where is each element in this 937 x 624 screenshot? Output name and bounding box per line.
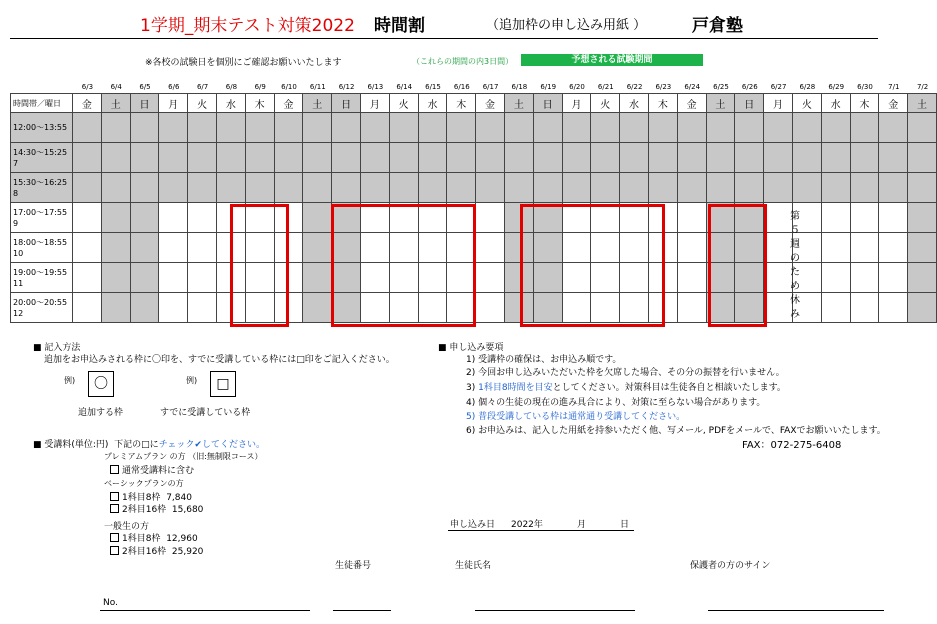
slot-cell[interactable] [879, 203, 908, 233]
slot-cell [101, 233, 130, 263]
slot-cell[interactable] [821, 293, 850, 323]
time-range: 20:00～20:55 [13, 297, 68, 307]
title-underline [10, 38, 878, 39]
slot-cell [677, 143, 706, 173]
date-label: 7/1 [888, 83, 900, 91]
slot-cell [303, 233, 332, 263]
slot-cell[interactable] [677, 293, 706, 323]
day-header: 日 [130, 94, 159, 113]
slot-cell [188, 143, 217, 173]
fees-heading-label: 受講料(単位:円) [44, 440, 109, 450]
day-header: 木 [648, 94, 677, 113]
slot-cell [620, 143, 649, 173]
slot-number: 9 [13, 218, 19, 228]
requirement-5-num: 5) [466, 412, 476, 422]
example2-label: 例) [186, 376, 198, 385]
time-range: 18:00～18:55 [13, 237, 68, 247]
date-label: 6/10 [281, 83, 297, 91]
date-label: 6/12 [338, 83, 355, 91]
requirement-3-blue: 1科目8時間を目安 [478, 383, 553, 393]
slot-cell [908, 173, 937, 203]
slot-cell [303, 263, 332, 293]
slot-cell [735, 113, 764, 143]
general-opt2-price: 25,920 [171, 547, 204, 557]
slot-cell [216, 113, 245, 143]
slot-cell [245, 113, 274, 143]
general-opt2-label: 2科目16枠 [122, 547, 167, 557]
requirement-3-rest: としてください。対策科目は生徒各自と相談いたします。 [552, 383, 786, 393]
day-header: 水 [418, 94, 447, 113]
date-label: 6/26 [741, 83, 758, 91]
slot-cell [101, 293, 130, 323]
slot-cell [101, 113, 130, 143]
requirement-4: 4) 個々の生徒の現在の進み具合により、対策に至らない場合があります。 [466, 398, 766, 408]
notice-text: ※各校の試験日を個別にご確認お願いいたします [145, 58, 342, 68]
student-number-field[interactable] [333, 610, 391, 611]
day-header: 日 [533, 94, 562, 113]
day-header: 火 [792, 94, 821, 113]
slot-cell [908, 113, 937, 143]
slot-cell [130, 263, 159, 293]
fees-instruction-blue: チェック✔してください。 [158, 440, 265, 450]
requirement-5 [466, 409, 685, 422]
date-label: 6/4 [110, 83, 122, 91]
slot-cell [216, 143, 245, 173]
slot-cell [245, 173, 274, 203]
slot-cell[interactable] [879, 233, 908, 263]
day-header: 土 [706, 94, 735, 113]
slot-cell [879, 143, 908, 173]
date-label: 6/29 [828, 83, 845, 91]
application-day: 日 [620, 520, 630, 530]
day-header: 金 [274, 94, 303, 113]
day-header: 月 [562, 94, 591, 113]
general-option-2[interactable] [110, 544, 203, 557]
slot-cell [130, 203, 159, 233]
slot-cell [591, 173, 620, 203]
day-header: 月 [360, 94, 389, 113]
slot-cell [418, 113, 447, 143]
slot-cell[interactable] [476, 233, 505, 263]
student-name-label: 生徒氏名 [455, 561, 492, 571]
example2-box: □ [210, 371, 236, 397]
entry-heading: ■ 記入方法 [33, 343, 81, 353]
day-header: 金 [476, 94, 505, 113]
basic-option-2[interactable] [110, 502, 203, 515]
slot-cell [533, 113, 562, 143]
date-label: 6/8 [225, 83, 238, 91]
exam-box-4 [708, 204, 767, 327]
slot-cell [764, 143, 793, 173]
general-opt1-label: 1科目8枠 [122, 534, 161, 544]
basic-opt2-price: 15,680 [171, 505, 204, 515]
slot-cell [850, 143, 879, 173]
example1-label: 例) [64, 376, 76, 385]
slot-cell[interactable] [476, 203, 505, 233]
slot-cell [735, 173, 764, 203]
slot-cell [389, 173, 418, 203]
slot-cell [101, 143, 130, 173]
slot-cell [764, 173, 793, 203]
day-header: 金 [73, 94, 102, 113]
slot-cell [504, 173, 533, 203]
date-label: 6/7 [196, 83, 209, 91]
date-label: 6/17 [482, 83, 499, 91]
slot-cell [130, 233, 159, 263]
slot-cell [447, 113, 476, 143]
fees-instruction: 下記の□に [114, 440, 159, 450]
slot-cell[interactable] [850, 203, 879, 233]
time-slot-label [11, 203, 73, 233]
period-note: （これらの期間の内3日間） [412, 57, 514, 66]
slot-cell [620, 113, 649, 143]
requirement-3-num: 3) [466, 383, 476, 393]
slot-cell [303, 173, 332, 203]
slot-cell [274, 173, 303, 203]
general-checkbox-2[interactable] [110, 546, 119, 555]
date-label: 6/9 [254, 83, 266, 91]
slot-cell [216, 173, 245, 203]
date-label: 6/14 [396, 83, 413, 91]
time-range: 19:00～19:55 [13, 267, 68, 277]
exam-box-1 [230, 204, 289, 327]
date-label: 6/3 [81, 83, 94, 91]
requirement-5-blue: 普段受講している枠は通常通り受講してください。 [478, 412, 686, 422]
date-label: 6/6 [168, 83, 180, 91]
date-label: 6/16 [453, 83, 470, 91]
slot-cell [101, 173, 130, 203]
requirement-2: 2) 今回お申し込みいただいた枠を欠席した場合、その分の振替を行いません。 [466, 368, 785, 378]
date-underline[interactable] [448, 530, 634, 531]
slot-cell [159, 143, 188, 173]
slot-number: 7 [13, 158, 19, 168]
example2-caption: すでに受講している枠 [160, 408, 251, 418]
fax-number: FAX：072-275-6408 [742, 440, 842, 451]
date-label: 6/15 [425, 83, 441, 91]
date-label: 6/22 [626, 83, 643, 91]
day-header: 土 [504, 94, 533, 113]
slot-number: 12 [13, 308, 24, 318]
slot-cell[interactable] [73, 263, 102, 293]
premium-option[interactable] [110, 463, 194, 476]
slot-cell[interactable] [73, 203, 102, 233]
slot-number: 8 [13, 188, 19, 198]
slot-cell [648, 173, 677, 203]
slot-cell [73, 173, 102, 203]
basic-opt2-label: 2科目16枠 [122, 505, 167, 515]
date-label: 6/28 [799, 83, 816, 91]
day-header: 木 [447, 94, 476, 113]
slot-number: 10 [13, 248, 24, 258]
slot-cell [447, 143, 476, 173]
slot-cell [562, 173, 591, 203]
exam-period-bar: 予想される試験期間 [521, 54, 703, 66]
slot-cell [879, 113, 908, 143]
slot-cell [476, 173, 505, 203]
row-header: 時間帯／曜日 [11, 94, 73, 113]
slot-cell[interactable] [821, 263, 850, 293]
time-slot-label [11, 293, 73, 323]
slot-cell[interactable] [850, 233, 879, 263]
day-header: 火 [591, 94, 620, 113]
fees-heading: ■ 受講料(単位:円) 下記の□にチェック✔してください。 [33, 440, 265, 450]
slot-cell [418, 143, 447, 173]
slot-cell[interactable] [159, 233, 188, 263]
slot-cell [303, 113, 332, 143]
time-range: 17:00～17:55 [13, 207, 68, 217]
slot-cell [360, 173, 389, 203]
slot-cell [562, 143, 591, 173]
slot-cell [792, 113, 821, 143]
slot-cell [130, 293, 159, 323]
title-sub: （追加枠の申し込み用紙 ） [486, 18, 647, 33]
requirement-6: 6) お申込みは、記入した用紙を持参いただく他、写メール, PDFをメールで、FAXでお願いいたします。 [466, 426, 886, 436]
slot-cell [677, 113, 706, 143]
slot-cell [73, 143, 102, 173]
slot-cell[interactable] [850, 293, 879, 323]
no-label: No. [103, 598, 118, 608]
slot-cell[interactable] [188, 293, 217, 323]
slot-cell [792, 173, 821, 203]
slot-cell [101, 263, 130, 293]
date-label: 6/18 [511, 83, 528, 91]
day-header: 水 [821, 94, 850, 113]
no-field[interactable] [100, 610, 310, 611]
day-header: 月 [159, 94, 188, 113]
requirements-heading: ■ 申し込み要項 [438, 343, 504, 353]
date-label: 6/19 [540, 83, 557, 91]
slot-cell [159, 113, 188, 143]
slot-cell[interactable] [188, 203, 217, 233]
title-main: 時間割 [374, 16, 425, 36]
time-range: 14:30～15:25 [13, 147, 68, 157]
day-header: 水 [216, 94, 245, 113]
day-header: 水 [620, 94, 649, 113]
slot-cell [303, 203, 332, 233]
application-month: 月 [577, 520, 587, 530]
slot-cell [908, 233, 937, 263]
slot-cell [389, 143, 418, 173]
basic-opt1-price: 7,840 [166, 493, 192, 503]
requirement-3 [466, 380, 786, 393]
slot-cell [620, 173, 649, 203]
slot-cell[interactable] [677, 203, 706, 233]
slot-cell [533, 143, 562, 173]
entry-heading-label: 記入方法 [44, 343, 81, 353]
premium-option-label: 通常受講料に含む [122, 466, 195, 476]
slot-cell[interactable] [821, 203, 850, 233]
slot-cell [706, 173, 735, 203]
slot-cell [476, 143, 505, 173]
slot-cell [274, 113, 303, 143]
slot-cell[interactable] [850, 263, 879, 293]
premium-title: プレミアムプラン の方 （旧:無制限コース） [104, 452, 263, 461]
slot-cell [504, 143, 533, 173]
day-header: 金 [879, 94, 908, 113]
slot-cell[interactable] [821, 233, 850, 263]
time-range: 12:00～13:55 [13, 123, 68, 132]
date-label: 6/5 [139, 83, 151, 91]
slot-cell[interactable] [73, 233, 102, 263]
day-header: 火 [188, 94, 217, 113]
title-red: 1学期_期末テスト対策2022 [140, 16, 355, 36]
slot-cell [101, 203, 130, 233]
date-label: 6/24 [684, 83, 701, 91]
application-year: 2022年 [511, 520, 543, 530]
day-header: 土 [303, 94, 332, 113]
slot-cell[interactable] [73, 293, 102, 323]
requirement-1: 1) 受講枠の確保は、お申込み順です。 [466, 355, 622, 365]
basic-title: ベーシックプランの方 [104, 479, 184, 488]
slot-cell [908, 263, 937, 293]
date-label: 6/30 [857, 83, 873, 91]
general-option-1[interactable] [110, 531, 198, 544]
guardian-sign-label: 保護者の方のサイン [690, 561, 771, 571]
slot-cell [73, 113, 102, 143]
day-header: 火 [389, 94, 418, 113]
slot-cell [677, 173, 706, 203]
slot-cell [706, 143, 735, 173]
slot-cell [879, 173, 908, 203]
day-header: 日 [332, 94, 361, 113]
day-header: 月 [764, 94, 793, 113]
slot-cell[interactable] [476, 293, 505, 323]
slot-cell [303, 143, 332, 173]
slot-cell [447, 173, 476, 203]
example1-caption: 追加する枠 [78, 408, 124, 418]
day-header: 土 [101, 94, 130, 113]
premium-checkbox[interactable] [110, 465, 119, 474]
slot-cell[interactable] [159, 293, 188, 323]
slot-cell [130, 113, 159, 143]
slot-cell [591, 143, 620, 173]
slot-cell [908, 293, 937, 323]
slot-cell [908, 143, 937, 173]
slot-cell [274, 143, 303, 173]
slot-cell [130, 143, 159, 173]
slot-cell [706, 113, 735, 143]
date-label: 7/2 [916, 83, 929, 91]
application-date-label: 申し込み日 [450, 520, 496, 530]
slot-cell[interactable] [159, 263, 188, 293]
exam-box-2 [331, 204, 476, 327]
slot-cell [821, 143, 850, 173]
date-label: 6/13 [367, 83, 384, 91]
slot-cell [332, 113, 361, 143]
slot-cell [648, 143, 677, 173]
slot-cell [591, 113, 620, 143]
slot-cell [735, 143, 764, 173]
slot-cell [245, 143, 274, 173]
slot-cell [821, 173, 850, 203]
general-checkbox-1[interactable] [110, 533, 119, 542]
slot-cell [792, 143, 821, 173]
slot-cell [908, 203, 937, 233]
slot-cell[interactable] [476, 263, 505, 293]
day-header: 日 [735, 94, 764, 113]
slot-cell [850, 113, 879, 143]
slot-cell[interactable] [879, 293, 908, 323]
time-slot-label [11, 233, 73, 263]
slot-cell [360, 113, 389, 143]
basic-checkbox-1[interactable] [110, 492, 119, 501]
slot-cell[interactable] [879, 263, 908, 293]
requirements-heading-label: 申し込み要項 [449, 343, 504, 353]
date-label: 6/25 [713, 83, 729, 91]
slot-cell[interactable] [188, 233, 217, 263]
time-slot-label [11, 263, 73, 293]
date-label: 6/11 [309, 83, 326, 91]
time-slot-label [11, 113, 73, 143]
day-header: 土 [908, 94, 937, 113]
basic-opt1-label: 1科目8枠 [122, 493, 161, 503]
slot-cell[interactable] [188, 263, 217, 293]
slot-cell [764, 113, 793, 143]
slot-cell[interactable] [677, 233, 706, 263]
slot-cell [332, 143, 361, 173]
slot-cell[interactable] [159, 203, 188, 233]
slot-cell[interactable] [677, 263, 706, 293]
school-name: 戸倉塾 [692, 16, 743, 36]
day-header: 木 [850, 94, 879, 113]
guardian-sign-field[interactable] [708, 610, 884, 611]
slot-cell [504, 113, 533, 143]
date-label: 6/27 [770, 83, 787, 91]
slot-cell [850, 173, 879, 203]
day-header: 木 [245, 94, 274, 113]
general-opt1-price: 12,960 [166, 534, 198, 544]
slot-cell [562, 113, 591, 143]
entry-desc: 追加をお申込みされる枠に〇印を、すでに受講している枠には□印をご記入ください。 [44, 355, 395, 365]
slot-cell [389, 113, 418, 143]
slot-cell [476, 113, 505, 143]
time-slot-label [11, 173, 73, 203]
slot-cell [130, 173, 159, 203]
date-label: 6/21 [597, 83, 614, 91]
student-number-label: 生徒番号 [335, 561, 372, 571]
slot-cell [418, 173, 447, 203]
date-label: 6/20 [569, 83, 585, 91]
exam-box-3 [520, 204, 665, 327]
slot-cell [533, 173, 562, 203]
slot-cell [188, 113, 217, 143]
slot-cell [332, 173, 361, 203]
general-title: 一般生の方 [104, 522, 150, 532]
date-label: 6/23 [655, 83, 672, 91]
time-range: 15:30～16:25 [13, 177, 68, 187]
title-bar [0, 11, 900, 37]
slot-cell [188, 173, 217, 203]
basic-checkbox-2[interactable] [110, 504, 119, 513]
example1-box: 〇 [88, 371, 114, 397]
time-slot-label [11, 143, 73, 173]
slot-cell [648, 113, 677, 143]
fifth-week-break-text: 第５週のため休み [790, 211, 800, 320]
slot-number: 11 [13, 278, 24, 288]
student-name-field[interactable] [475, 610, 635, 611]
slot-cell [303, 293, 332, 323]
day-header: 金 [677, 94, 706, 113]
slot-cell [821, 113, 850, 143]
slot-cell [159, 173, 188, 203]
slot-cell [360, 143, 389, 173]
